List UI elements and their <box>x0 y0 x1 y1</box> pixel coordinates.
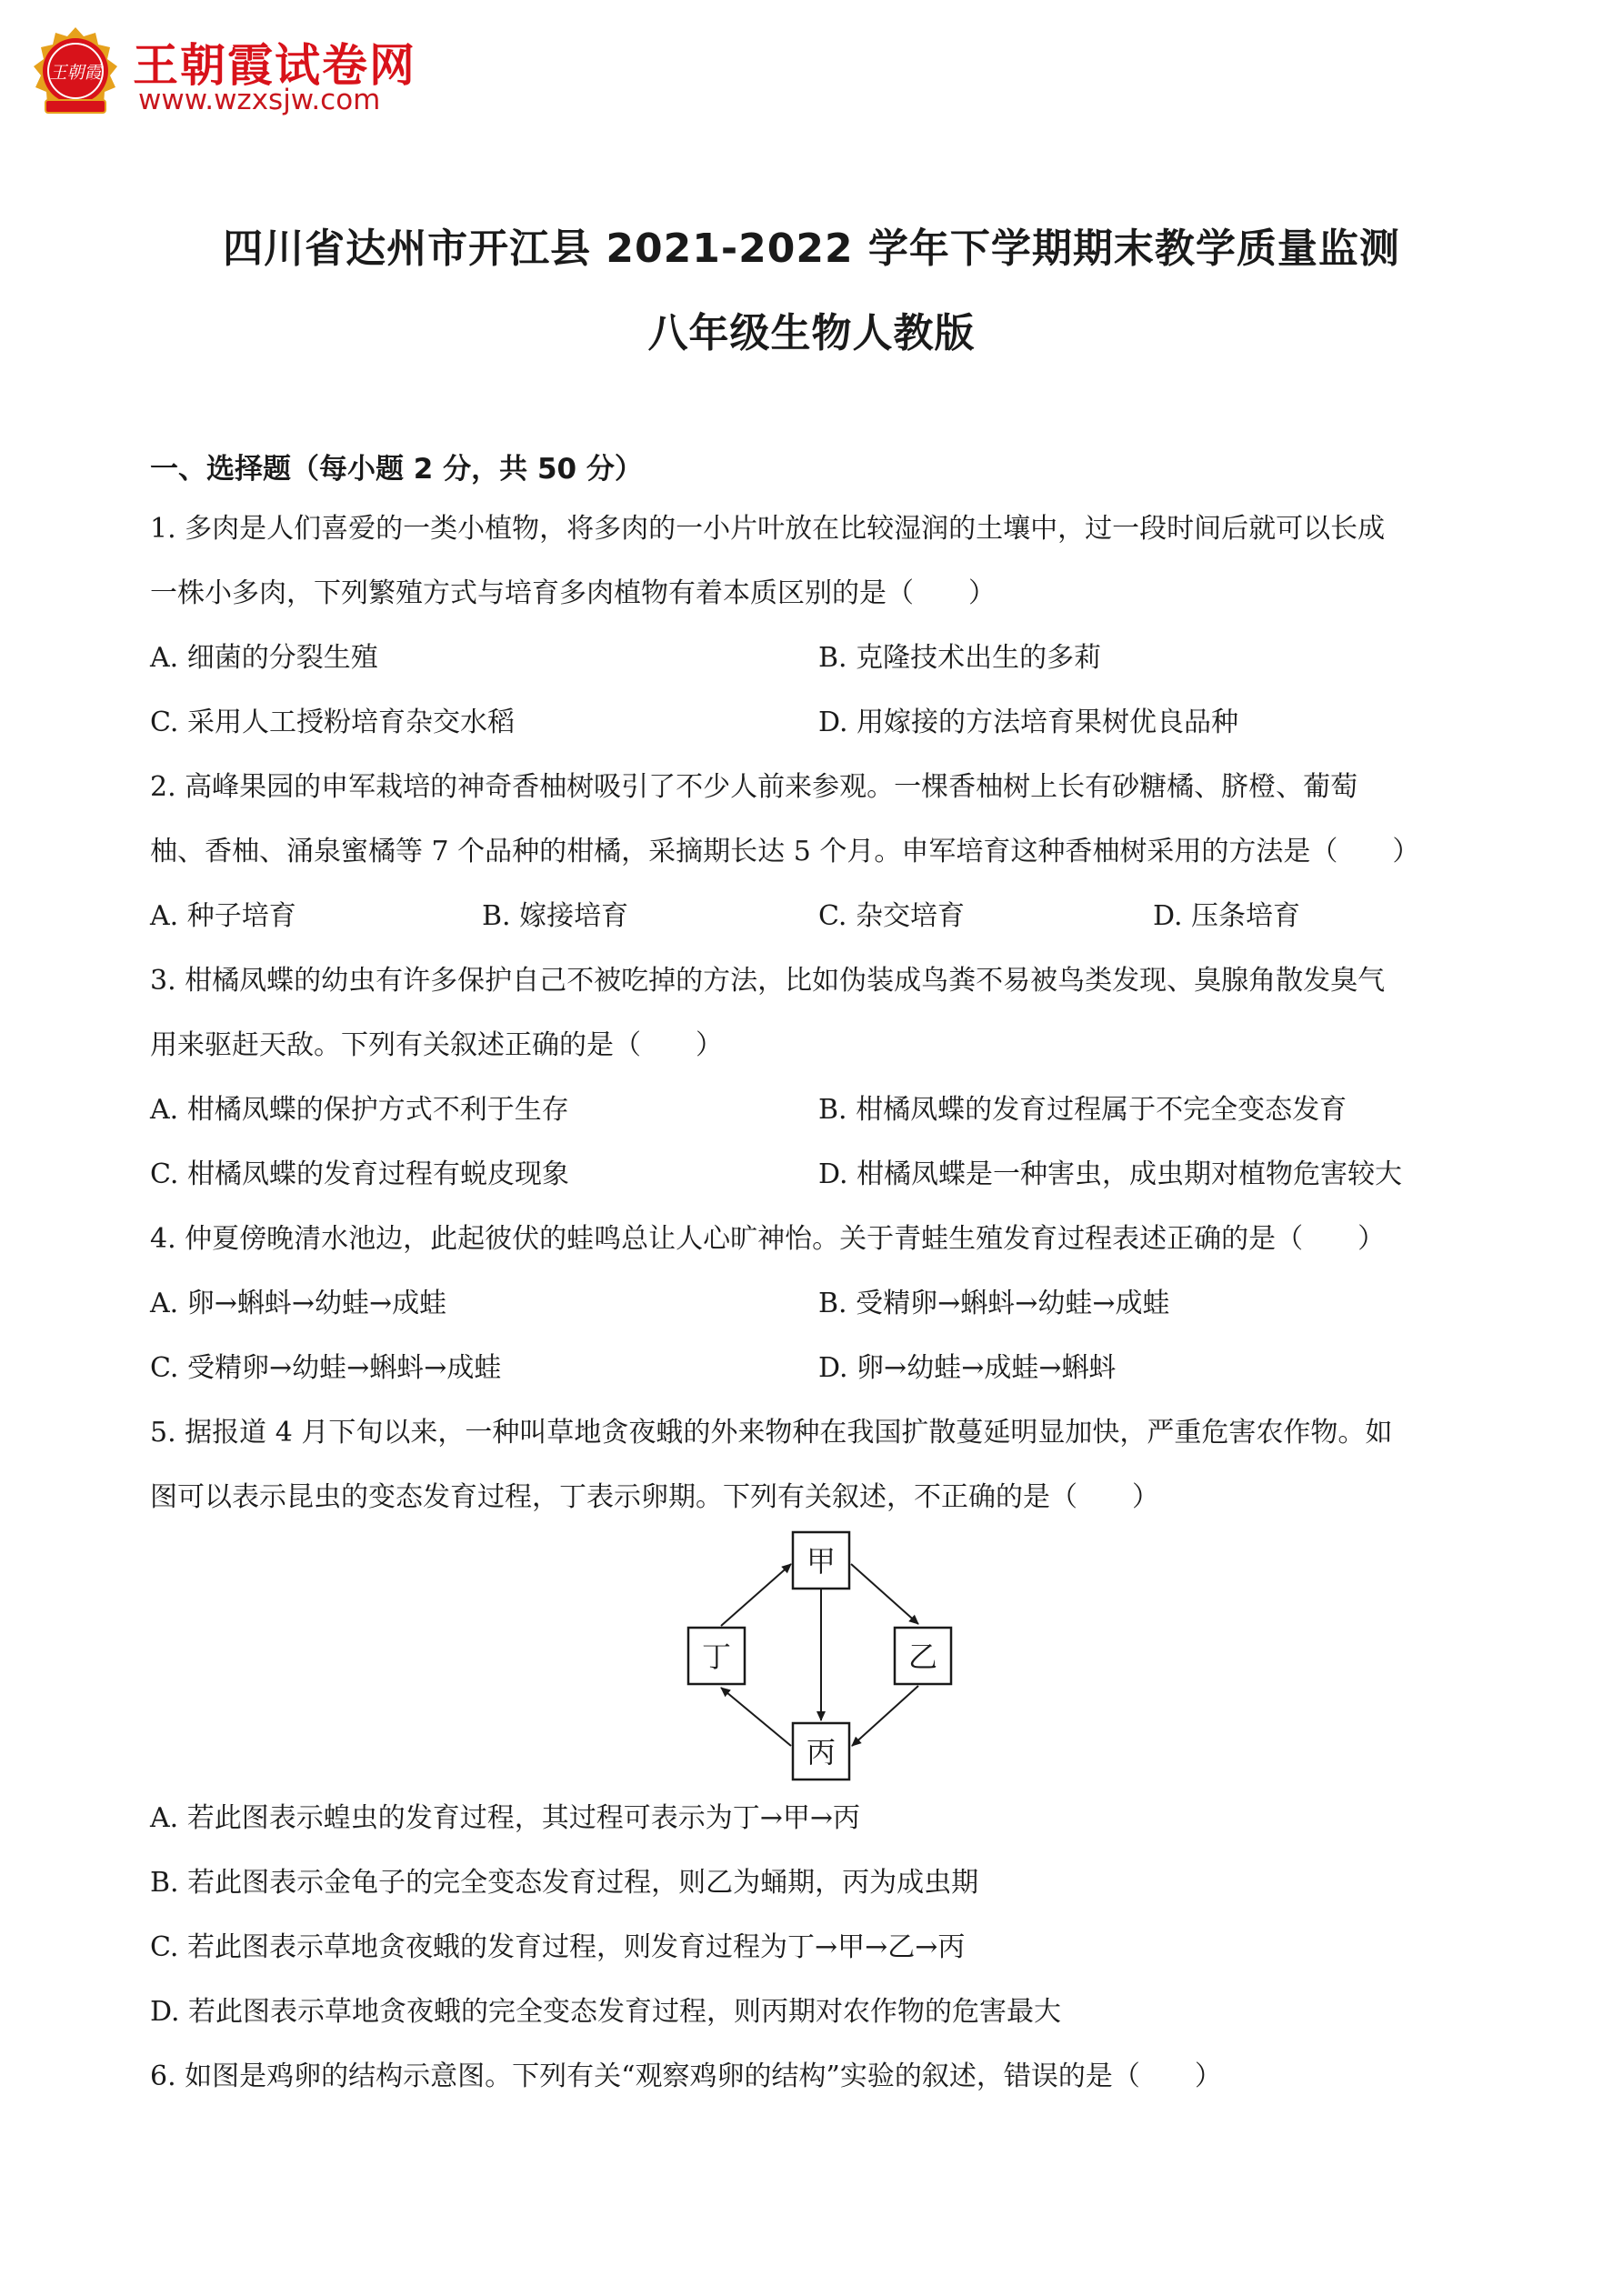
question-3-option-d: D. 柑橘凤蝶是一种害虫，成虫期对植物危害较大 <box>818 1158 1403 1190</box>
question-6-stem-line-1: 6. 如图是鸡卵的结构示意图。下列有关“观察鸡卵的结构”实验的叙述，错误的是（ ） <box>150 2060 1222 2092</box>
question-4-option-a: A. 卵→蝌蚪→幼蛙→成蛙 <box>150 1288 447 1319</box>
logo-badge-icon <box>25 24 125 124</box>
question-1-stem-line-2: 一株小多肉，下列繁殖方式与培育多肉植物有着本质区别的是（ ） <box>150 577 996 609</box>
question-3-stem-line-2: 用来驱赶天敌。下列有关叙述正确的是（ ） <box>150 1029 723 1061</box>
question-3-option-c: C. 柑橘凤蝶的发育过程有蜕皮现象 <box>150 1158 569 1190</box>
diagram-label-jia: 甲 <box>806 1544 837 1579</box>
question-1-option-b: B. 克隆技术出生的多莉 <box>818 642 1102 674</box>
question-3-option-a: A. 柑橘凤蝶的保护方式不利于生存 <box>150 1094 569 1126</box>
question-5-stem-line-2: 图可以表示昆虫的变态发育过程，丁表示卵期。下列有关叙述，不正确的是（ ） <box>150 1481 1159 1513</box>
diagram-label-yi: 乙 <box>907 1639 938 1674</box>
question-3-option-b: B. 柑橘凤蝶的发育过程属于不完全变态发育 <box>818 1094 1347 1126</box>
question-1-option-c: C. 采用人工授粉培育杂交水稻 <box>150 707 515 738</box>
logo-name: 王朝霞试卷网 <box>133 39 416 92</box>
question-1-option-d: D. 用嫁接的方法培育果树优良品种 <box>818 707 1239 738</box>
question-4-option-c: C. 受精卵→幼蛙→蝌蚪→成蛙 <box>150 1352 502 1384</box>
arrow-bing-to-ding <box>721 1688 791 1746</box>
arrow-ding-to-jia <box>721 1564 791 1626</box>
question-5-stem-line-1: 5. 据报道 4 月下旬以来，一种叫草地贪夜蛾的外来物种在我国扩散蔓延明显加快，严重危害农作物。如 <box>150 1417 1393 1449</box>
question-5-option-d: D. 若此图表示草地贪夜蛾的完全变态发育过程，则丙期对农作物的危害最大 <box>150 1996 1062 2028</box>
page-title: 四川省达州市开江县 2021-2022 学年下学期期末教学质量监测 <box>223 226 1400 272</box>
question-2-option-c: C. 杂交培育 <box>818 900 965 932</box>
question-4-option-b: B. 受精卵→蝌蚪→幼蛙→成蛙 <box>818 1288 1170 1319</box>
logo-badge-text: 王朝霞 <box>49 63 102 83</box>
site-logo <box>25 24 416 124</box>
diagram-label-bing: 丙 <box>806 1735 837 1770</box>
arrow-jia-to-yi <box>851 1564 918 1624</box>
question-5-option-b: B. 若此图表示金龟子的完全变态发育过程，则乙为蛹期，丙为成虫期 <box>150 1867 979 1899</box>
question-2-stem-line-2: 柚、香柚、涌泉蜜橘等 7 个品种的柑橘，采摘期长达 5 个月。申军培育这种香柚树采用的方法是（ ） <box>150 836 1420 867</box>
question-4-option-d: D. 卵→幼蛙→成蛙→蝌蚪 <box>818 1352 1117 1384</box>
section-heading: 一、选择题（每小题 2 分，共 50 分） <box>150 453 643 486</box>
question-2-option-a: A. 种子培育 <box>150 900 296 932</box>
question-2-stem-line-1: 2. 高峰果园的申军栽培的神奇香柚树吸引了不少人前来参观。一棵香柚树上长有砂糖橘、脐橙、葡萄 <box>150 771 1358 803</box>
question-4-stem-line-1: 4. 仲夏傍晚清水池边，此起彼伏的蛙鸣总让人心旷神怡。关于青蛙生殖发育过程表述正确的是（ ） <box>150 1223 1386 1255</box>
question-3-stem-line-1: 3. 柑橘凤蝶的幼虫有许多保护自己不被吃掉的方法，比如伪装成鸟粪不易被鸟类发现、臭腺角散发臭气 <box>150 965 1386 997</box>
question-5-option-a: A. 若此图表示蝗虫的发育过程，其过程可表示为丁→甲→丙 <box>150 1802 861 1834</box>
question-5-option-c: C. 若此图表示草地贪夜蛾的发育过程，则发育过程为丁→甲→乙→丙 <box>150 1931 966 1963</box>
question-2-option-d: D. 压条培育 <box>1153 900 1301 932</box>
question-1-option-a: A. 细菌的分裂生殖 <box>150 642 378 674</box>
question-2-option-b: B. 嫁接培育 <box>482 900 629 932</box>
logo-url: www.wzxsjw.com <box>138 84 381 116</box>
page-subtitle: 八年级生物人教版 <box>647 310 976 356</box>
question-1-stem-line-1: 1. 多肉是人们喜爱的一类小植物，将多肉的一小片叶放在比较湿润的土壤中，过一段时间后就可以长成 <box>150 513 1386 545</box>
diagram-label-ding: 丁 <box>701 1639 732 1674</box>
insect-development-diagram <box>677 1528 968 1787</box>
arrow-yi-to-bing <box>852 1686 918 1746</box>
